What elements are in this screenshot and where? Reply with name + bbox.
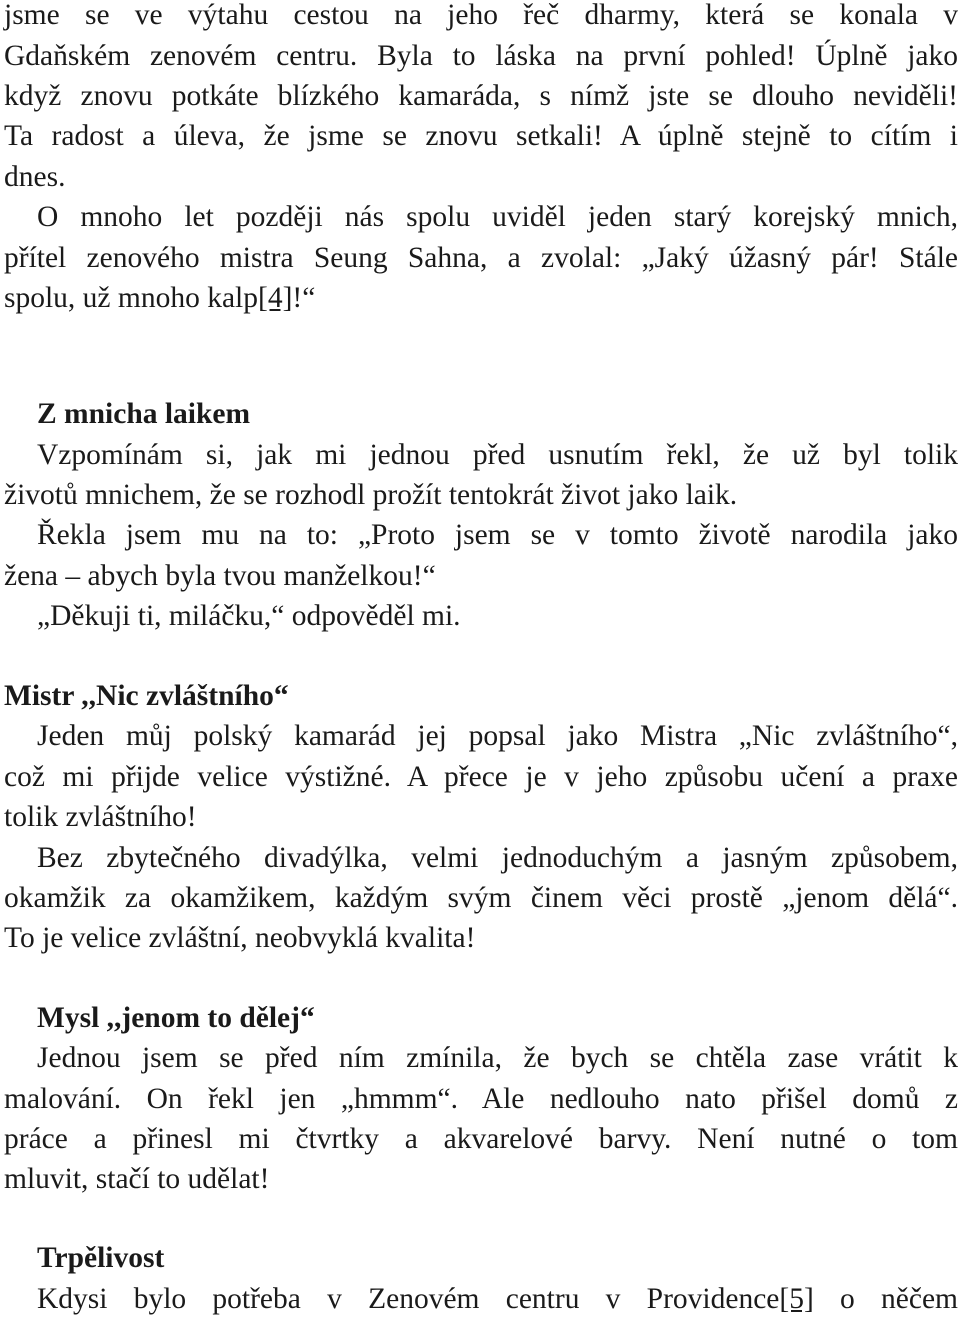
text-line: Bez zbytečného divadýlka, velmi jednoduchým a jasným způsobem, xyxy=(37,842,958,874)
text-line: mluvit, stačí to udělat! xyxy=(4,1163,270,1195)
text-fragment: Kdysi bylo potřeba v Zenovém centru v Providence xyxy=(37,1283,780,1315)
text-line: Vzpomínám si, jak mi jednou před usnutím řekl, že už byl tolik xyxy=(37,439,958,471)
text-fragment: !“ xyxy=(292,282,316,314)
text-fragment: o něčem xyxy=(813,1283,959,1315)
text-line: když znovu potkáte blízkého kamaráda, s nímž jste se dlouho neviděli! xyxy=(4,80,958,112)
text-line: Gdaňském zenovém centru. Byla to láska na první pohled! Úplně jako xyxy=(4,40,958,72)
text-line: přítel zenového mistra Seung Sahna, a zvolal: „Jaký úžasný pár! Stále xyxy=(4,242,958,274)
text-line: Jeden můj polský kamarád jej popsal jako Mistra „Nic zvláštního“, xyxy=(37,720,958,752)
text-line: dnes. xyxy=(4,161,66,193)
footnote-link[interactable]: [5] xyxy=(779,1283,814,1315)
section-heading: Mistr ,,Nic zvláštního“ xyxy=(4,680,289,712)
text-line: okamžik za okamžikem, každým svým činem věci prostě „jenom dělá“. xyxy=(4,882,958,914)
text-line: Jednou jsem se před ním zmínila, že bych se chtěla zase vrátit k xyxy=(37,1042,958,1074)
text-line: tolik zvláštního! xyxy=(4,801,197,833)
text-line: práce a přinesl mi čtvrtky a akvarelové barvy. Není nutné o tom xyxy=(4,1123,958,1155)
text-line xyxy=(37,1281,958,1317)
text-line: O mnoho let později nás spolu uviděl jeden starý korejský mnich, xyxy=(37,201,958,233)
text-line: životů mnichem, že se rozhodl prožít tentokrát život jako laik. xyxy=(4,479,738,511)
section-heading: Z mnicha laikem xyxy=(37,398,251,430)
section-heading: Mysl ,,jenom to dělej“ xyxy=(37,1002,315,1034)
text-line: „Děkuji ti, miláčku,“ odpověděl mi. xyxy=(37,600,461,632)
text-line: což mi přijde velice výstižné. A přece je v jeho způsobu učení a praxe xyxy=(4,761,958,793)
text-fragment: spolu, už mnoho kalp xyxy=(4,282,259,314)
text-line: malování. On řekl jen „hmmm“. Ale nedlouho nato přišel domů z xyxy=(4,1083,958,1115)
footnote-link[interactable]: [4] xyxy=(258,282,293,314)
text-line: Ta radost a úleva, že jsme se znovu setkali! A úplně stejně to cítím i xyxy=(4,120,958,152)
text-line xyxy=(4,280,958,316)
text-line: žena – abych byla tvou manželkou!“ xyxy=(4,560,436,592)
text-line: To je velice zvláštní, neobvyklá kvalita! xyxy=(4,922,476,954)
section-heading: Trpělivost xyxy=(37,1242,165,1274)
text-line: jsme se ve výtahu cestou na jeho řeč dharmy, která se konala v xyxy=(4,0,958,31)
text-line: Řekla jsem mu na to: „Proto jsem se v tomto životě narodila jako xyxy=(37,519,958,551)
